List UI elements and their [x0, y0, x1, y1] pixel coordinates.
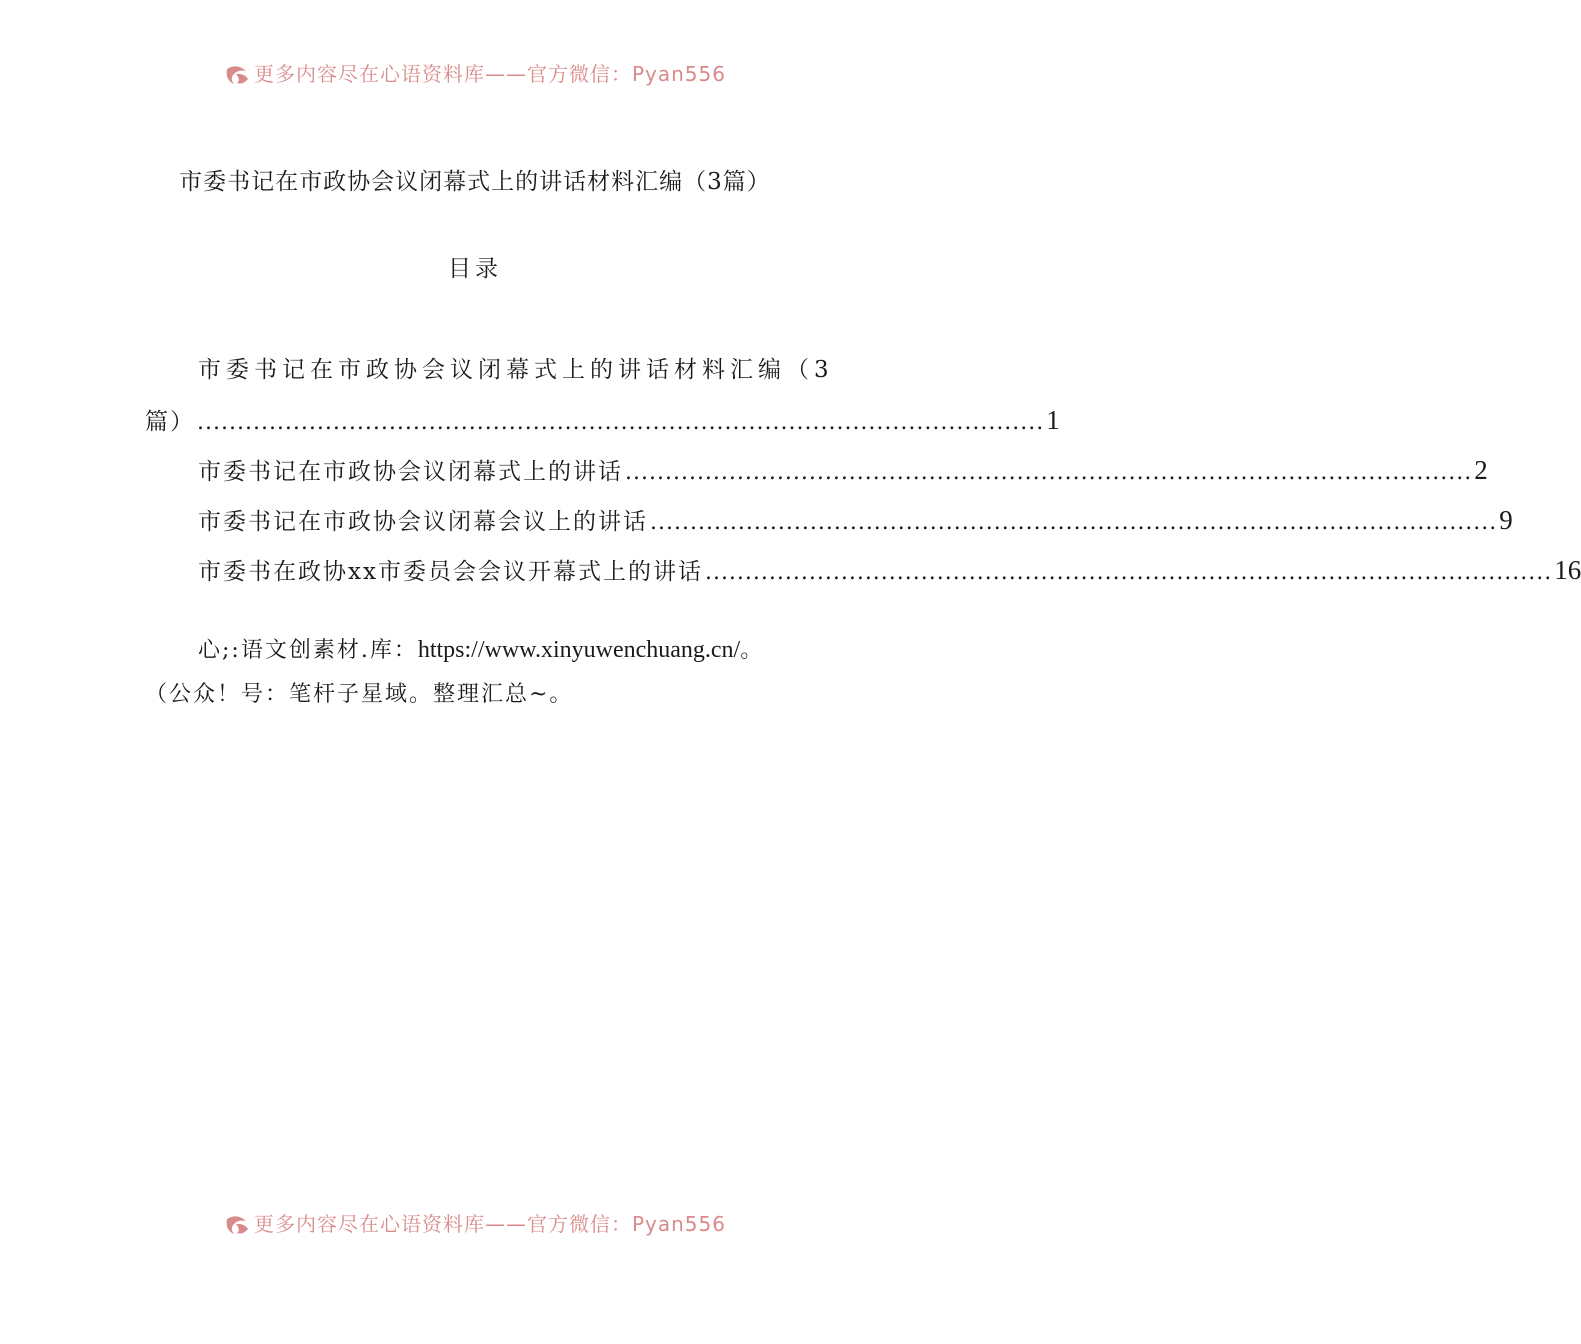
toc-entry-title: 市委书在政协xx市委员会会议开幕式上的讲话	[198, 559, 703, 585]
footnote-suffix: 。	[740, 638, 765, 663]
toc-entry-title: 市委书记在市政协会议闭幕式上的讲话材料汇编（3	[198, 357, 834, 383]
footnote-prefix: 心;:语文创素材.库：	[198, 638, 418, 663]
document-title: 市委书记在市政协会议闭幕式上的讲话材料汇编（3篇）	[179, 169, 771, 195]
watermark-header	[0, 58, 950, 87]
source-link[interactable]: https://www.xinyuwenchuang.cn/	[417, 637, 741, 663]
toc-leader-dots: ..........................................................................................................	[197, 410, 1045, 435]
watermark-text: 更多内容尽在心语资料库——官方微信：Pyan556	[253, 62, 726, 86]
toc-entry[interactable]	[145, 445, 1488, 495]
watermark-footer	[0, 1208, 950, 1237]
footnote-line-2: （公众！号：笔杆子星域。整理汇总~。	[145, 682, 574, 707]
toc-page-number: 9	[1499, 505, 1513, 535]
toc-entry[interactable]	[145, 545, 1581, 595]
toc-heading: 目录	[448, 256, 502, 282]
toc-entry-title-cont: 篇）	[145, 409, 195, 435]
toc-entry[interactable]	[145, 345, 1060, 445]
watermark-text: 更多内容尽在心语资料库——官方微信：Pyan556	[253, 1212, 726, 1236]
source-footnote	[145, 628, 815, 717]
toc-leader-dots: ..........................................................................................................	[650, 510, 1498, 535]
toc-entry-title: 市委书记在市政协会议闭幕式上的讲话	[198, 459, 623, 485]
toc-leader-dots: ..........................................................................................................	[704, 560, 1553, 585]
toc-leader-dots: ..........................................................................................................	[625, 460, 1473, 485]
toc-page-number: 2	[1474, 455, 1488, 485]
watermark-logo-icon	[224, 1215, 250, 1237]
toc-page-number: 1	[1046, 405, 1060, 435]
table-of-contents	[145, 345, 1581, 595]
toc-entry-title: 市委书记在市政协会议闭幕会议上的讲话	[198, 509, 648, 535]
toc-entry[interactable]	[145, 495, 1513, 545]
toc-page-number: 16	[1554, 555, 1581, 585]
watermark-logo-icon	[224, 65, 250, 87]
